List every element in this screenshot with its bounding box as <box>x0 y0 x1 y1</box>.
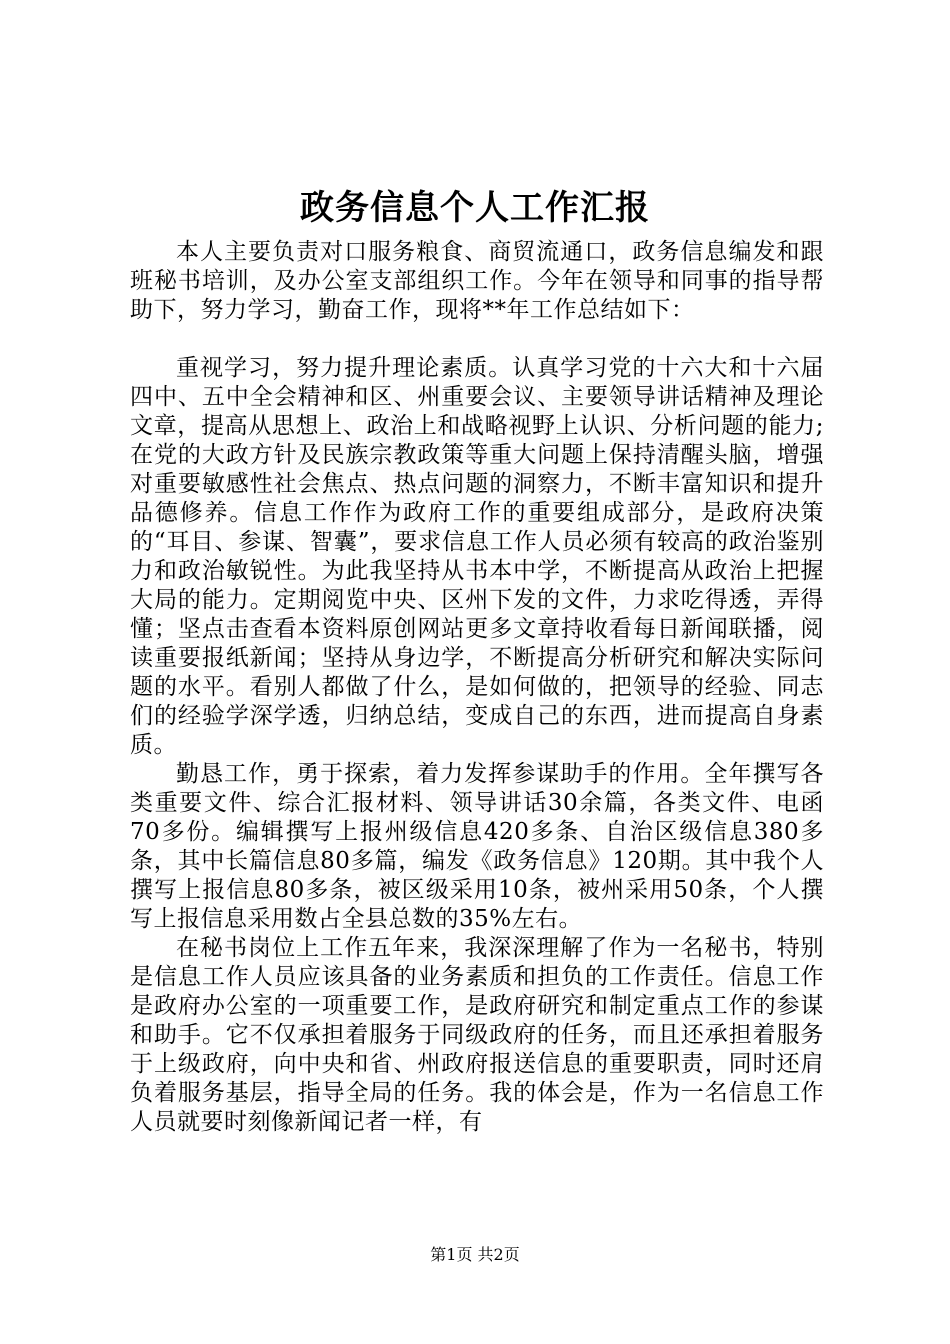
page-footer: 第1页 共2页 <box>430 1245 520 1264</box>
paragraph-work: 勤恳工作，勇于探索，着力发挥参谋助手的作用。全年撰写各类重要文件、综合汇报材料、领导讲话30余篇，各类文件、电函70多份。编辑撰写上报州级信息420多条、自治区级信息380多条，其中长篇信息80多篇，编发《政务信息》120期。其中我个人撰写上报信息80多条，被区级采用10条，被州采用50条，个人撰写上报信息采用数占全县总数的35%左右。 <box>130 761 824 932</box>
paragraph-study: 重视学习，努力提升理论素质。认真学习党的十六大和十六届四中、五中全会精神和区、州重要会议、主要领导讲话精神及理论文章，提高从思想上、政治上和战略视野上认识、分析问题的能力;在党的大政方针及民族宗教政策等重大问题上保持清醒头脑，增强对重要敏感性社会焦点、热点问题的洞察力，不断丰富知识和提升品德修养。信息工作作为政府工作的重要组成部分，是政府决策的“耳目、参谋、智囊”，要求信息工作人员必须有较高的政治鉴别力和政治敏锐性。为此我坚持从书本中学，不断提高从政治上把握大局的能力。定期阅览中央、区州下发的文件，力求吃得透，弄得懂；坚点击查看本资料原创网站更多文章持收看每日新闻联播，阅读重要报纸新闻；坚持从身边学，不断提高分析研究和解决实际问题的水平。看别人都做了什么，是如何做的，把领导的经验、同志们的经验学深学透，归纳总结，变成自己的东西，进而提高自身素质。 <box>130 355 824 758</box>
paragraph-intro: 本人主要负责对口服务粮食、商贸流通口，政务信息编发和跟班秘书培训，及办公室支部组织工作。今年在领导和同事的指导帮助下，努力学习，勤奋工作，现将**年工作总结如下： <box>130 239 824 323</box>
document-title: 政务信息个人工作汇报 <box>300 188 650 228</box>
paragraph-secretary: 在秘书岗位上工作五年来，我深深理解了作为一名秘书，特别是信息工作人员应该具备的业务素质和担负的工作责任。信息工作是政府办公室的一项重要工作，是政府研究和制定重点工作的参谋和助手。它不仅承担着服务于同级政府的任务，而且还承担着服务于上级政府，向中央和省、州政府报送信息的重要职责，同时还肩负着服务基层，指导全局的任务。我的体会是，作为一名信息工作人员就要时刻像新闻记者一样，有 <box>130 935 824 1135</box>
document-body <box>130 238 824 1137</box>
